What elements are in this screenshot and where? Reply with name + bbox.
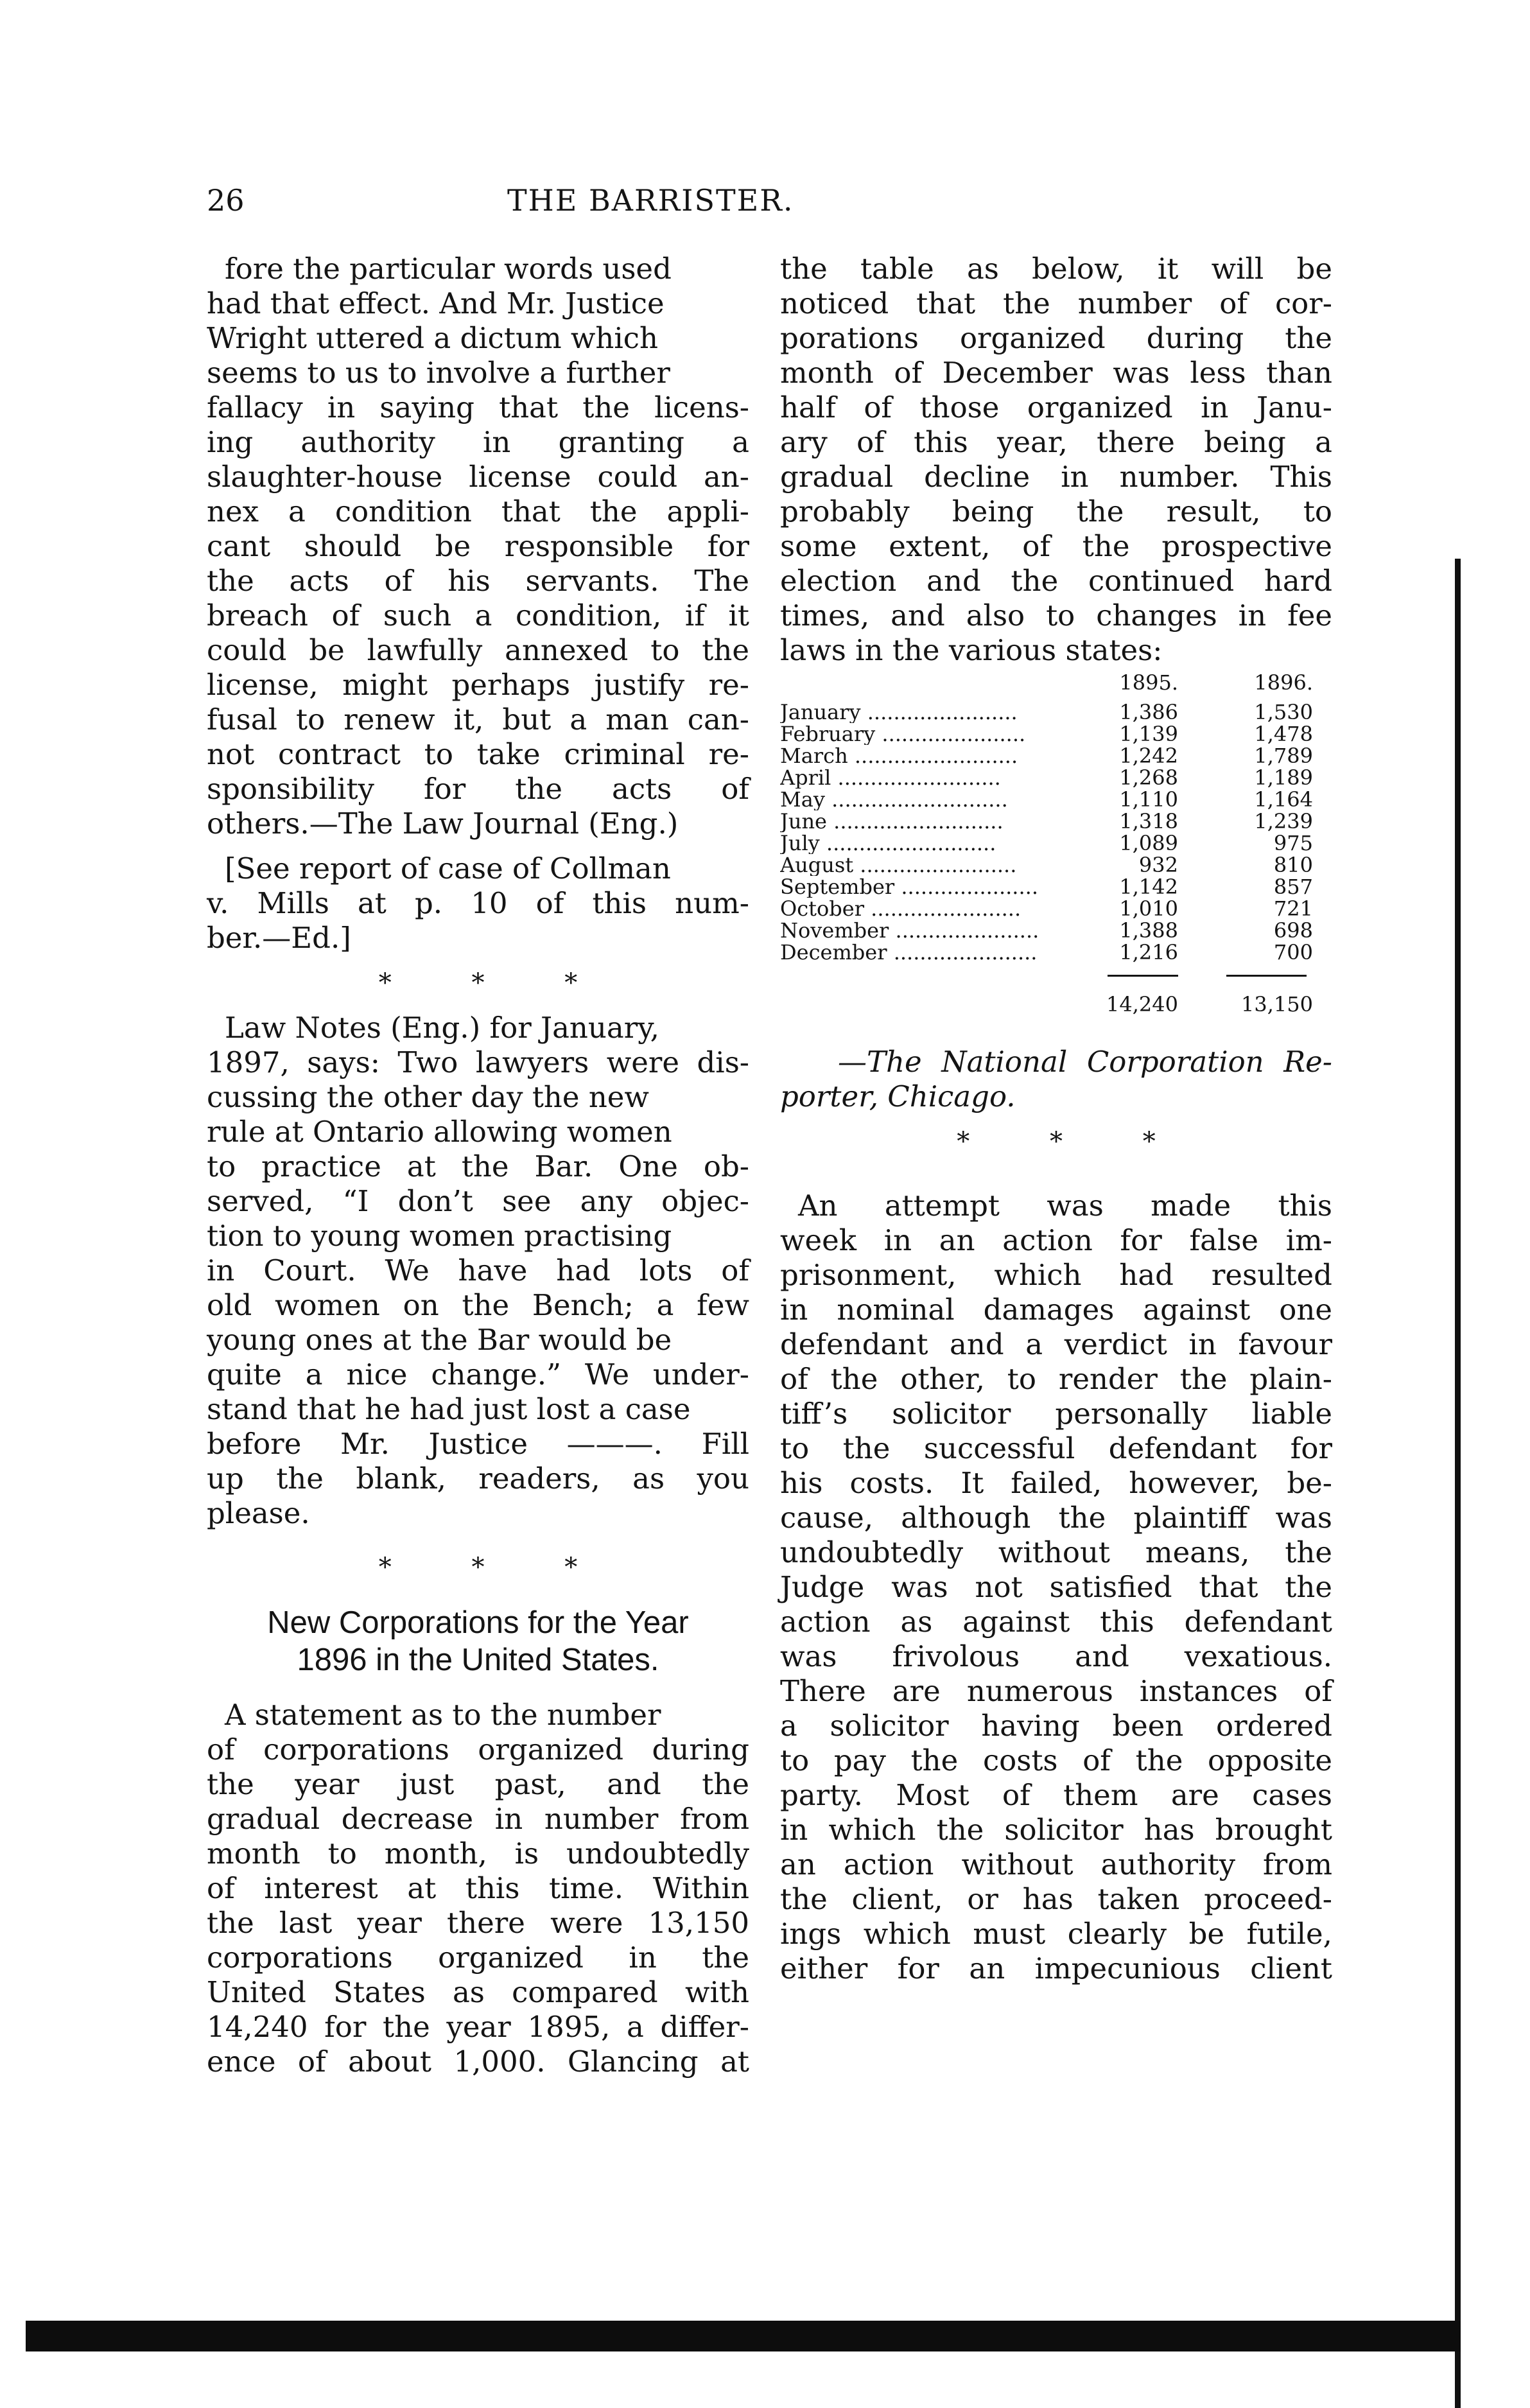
corporations-article (207, 1698, 749, 2079)
table-row (780, 832, 1313, 854)
month-cell: February ...................... (780, 723, 1026, 745)
text-line: porter, Chicago. (780, 1079, 1016, 1113)
text-line: was frivolous and vexatious. (780, 1639, 1332, 1673)
table-header-row (780, 672, 1313, 694)
text-line: prisonment, which had resulted (780, 1258, 1332, 1292)
bottom-rule (26, 2321, 1461, 2351)
text-line: could be lawfully annexed to the (207, 633, 749, 667)
heading-line: New Corporations for the Year (267, 1605, 689, 1640)
text-line: an action without authority from (780, 1847, 1332, 1881)
text-line: gradual decrease in number from (207, 1802, 749, 1836)
text-line: either for an impecunious client (780, 1951, 1332, 1985)
text-line: tion to young women practising (207, 1219, 672, 1253)
text-line: There are numerous instances of (780, 1674, 1332, 1708)
table-row (780, 701, 1313, 723)
text-line: stand that he had just lost a case (207, 1392, 691, 1426)
text-line: fusal to renew it, but a man can- (207, 702, 749, 737)
text-line: the year just past, and the (207, 1767, 749, 1801)
table-row (780, 876, 1313, 898)
text-line: 14,240 for the year 1895, a differ- (207, 2010, 749, 2044)
table-row (780, 941, 1313, 963)
month-cell: November ...................... (780, 920, 1039, 941)
text-line: —The National Corporation Re- (838, 1045, 1332, 1079)
running-head: THE BARRISTER. (507, 183, 794, 218)
value-1895-cell: 1,142 (1119, 875, 1178, 899)
text-line: up the blank, readers, as you (207, 1461, 749, 1496)
month-cell: December ...................... (780, 941, 1038, 963)
value-1895-cell: 1,139 (1119, 722, 1178, 746)
text-line: A statement as to the number (225, 1698, 661, 1732)
value-1895-cell: 1,318 (1119, 809, 1178, 833)
text-line: cussing the other day the new (207, 1080, 649, 1114)
costs-article (780, 1189, 1332, 1986)
total-rules (780, 975, 1313, 977)
text-line: Law Notes (Eng.) for January, (225, 1011, 659, 1045)
text-line: before Mr. Justice ———. Fill (207, 1427, 749, 1461)
column-header: 1895. (1119, 670, 1178, 695)
margin-rule (1455, 559, 1461, 2408)
table-row (780, 767, 1313, 789)
text-line: times, and also to changes in fee (780, 598, 1332, 633)
text-line: cant should be responsible for (207, 529, 749, 563)
corporations-article-continued (780, 252, 1332, 668)
section-heading (207, 1604, 749, 1679)
page-number: 26 (207, 183, 245, 218)
right-column (780, 252, 1332, 1986)
text-line: Wright uttered a dictum which (207, 321, 658, 355)
text-line: sponsibility for the acts of (207, 772, 749, 806)
value-1896-cell: 975 (1273, 831, 1313, 855)
table-row (780, 810, 1313, 832)
text-line: in Court. We have had lots of (207, 1253, 749, 1287)
table-body (780, 701, 1313, 963)
source-credit (780, 1045, 1332, 1114)
value-1895-cell: 932 (1138, 853, 1178, 877)
text-line: license, might perhaps justify re- (207, 668, 749, 702)
text-line: An attempt was made this (798, 1189, 1332, 1223)
month-cell: October ....................... (780, 898, 1021, 920)
month-cell: June .......................... (780, 810, 1004, 832)
value-1895-cell: 1,268 (1119, 765, 1178, 790)
text-line: Judge was not satisfied that the (780, 1570, 1332, 1604)
month-cell: May ........................... (780, 789, 1008, 810)
text-line: nex a condition that the appli- (207, 494, 749, 528)
value-1895-cell: 1,216 (1119, 940, 1178, 964)
editor-note (207, 851, 749, 955)
text-line: in which the solicitor has brought (780, 1813, 1332, 1847)
section-divider: * * * (957, 1127, 1192, 1156)
value-1896-cell: 857 (1273, 875, 1313, 899)
text-line: the table as below, it will be (780, 252, 1332, 286)
text-line: ence of about 1,000. Glancing at (207, 2045, 749, 2079)
text-line: laws in the various states: (780, 633, 1163, 667)
value-1895-cell: 1,110 (1119, 787, 1178, 812)
text-line: of interest at this time. Within (207, 1871, 749, 1905)
text-line: party. Most of them are cases (780, 1778, 1332, 1812)
month-cell: March ......................... (780, 745, 1018, 767)
table-row (780, 745, 1313, 767)
law-notes-item (207, 1011, 749, 1531)
text-line: defendant and a verdict in favour (780, 1327, 1332, 1361)
column-header: 1896. (1254, 670, 1313, 695)
value-1896-cell: 1,478 (1254, 722, 1313, 746)
text-line: seems to us to involve a further (207, 356, 670, 390)
text-line: 1897, says: Two lawyers were dis- (207, 1045, 749, 1079)
text-line: of corporations organized during (207, 1732, 749, 1767)
corporations-table (780, 672, 1313, 1015)
text-line: election and the continued hard (780, 564, 1332, 598)
text-line: month of December was less than (780, 356, 1332, 390)
text-line: ing authority in granting a (207, 425, 749, 459)
text-line: gradual decline in number. This (780, 460, 1332, 494)
text-line: the client, or has taken proceed- (780, 1882, 1332, 1916)
text-line: quite a nice change.” We under- (207, 1357, 749, 1392)
table-row (780, 723, 1313, 745)
text-line: porations organized during the (780, 321, 1332, 355)
text-line: some extent, of the prospective (780, 529, 1332, 563)
text-line: probably being the result, to (780, 494, 1332, 528)
table-row (780, 854, 1313, 876)
section-divider: * * * (378, 968, 614, 998)
month-cell: January ....................... (780, 701, 1018, 723)
text-line: to pay the costs of the opposite (780, 1743, 1332, 1777)
total-rule (1108, 975, 1178, 977)
value-1895-cell: 1,386 (1119, 700, 1178, 724)
month-cell: April ......................... (780, 767, 1001, 789)
heading-line: 1896 in the United States. (297, 1643, 659, 1677)
total-1895: 14,240 (1106, 992, 1178, 1016)
article-continuation (207, 252, 749, 841)
text-line: please. (207, 1496, 310, 1530)
text-line: old women on the Bench; a few (207, 1288, 749, 1322)
text-line: had that effect. And Mr. Justice (207, 286, 665, 320)
text-line: ber.—Ed.] (207, 921, 351, 955)
value-1896-cell: 1,189 (1254, 765, 1313, 790)
value-1896-cell: 721 (1273, 896, 1313, 921)
value-1896-cell: 1,239 (1254, 809, 1313, 833)
text-line: young ones at the Bar would be (207, 1323, 672, 1357)
text-line: [See report of case of Collman (225, 851, 671, 886)
text-line: noticed that the number of cor- (780, 286, 1332, 320)
text-line: United States as compared with (207, 1975, 749, 2009)
table-row (780, 789, 1313, 810)
text-line: v. Mills at p. 10 of this num- (207, 886, 749, 920)
total-1896: 13,150 (1241, 992, 1313, 1016)
left-column (207, 252, 749, 2079)
text-line: slaughter-house license could an- (207, 460, 749, 494)
month-cell: July .......................... (780, 832, 996, 854)
text-line: rule at Ontario allowing women (207, 1115, 672, 1149)
text-line: the acts of his servants. The (207, 564, 749, 598)
value-1896-cell: 810 (1273, 853, 1313, 877)
value-1895-cell: 1,388 (1119, 918, 1178, 943)
text-line: a solicitor having been ordered (780, 1709, 1332, 1743)
value-1895-cell: 1,242 (1119, 744, 1178, 768)
table-row (780, 898, 1313, 920)
text-line: tiff’s solicitor personally liable (780, 1397, 1332, 1431)
text-line: fore the particular words used (225, 252, 672, 286)
text-line: of the other, to render the plain- (780, 1362, 1332, 1396)
value-1896-cell: 1,164 (1254, 787, 1313, 812)
table-row (780, 920, 1313, 941)
text-line: half of those organized in Janu- (780, 390, 1332, 424)
text-line: undoubtedly without means, the (780, 1535, 1332, 1569)
text-line: others.—The Law Journal (Eng.) (207, 807, 679, 841)
text-line: breach of such a condition, if it (207, 598, 749, 633)
text-line: his costs. It failed, however, be- (780, 1466, 1332, 1500)
value-1896-cell: 1,530 (1254, 700, 1313, 724)
text-line: to the successful defendant for (780, 1431, 1332, 1465)
text-line: in nominal damages against one (780, 1293, 1332, 1327)
text-line: fallacy in saying that the licens- (207, 390, 749, 424)
totals-row (780, 993, 1313, 1015)
month-cell: August ........................ (780, 854, 1017, 876)
text-line: ings which must clearly be futile, (780, 1917, 1332, 1951)
text-line: ary of this year, there being a (780, 425, 1332, 459)
month-cell: September ..................... (780, 876, 1038, 898)
value-1896-cell: 698 (1273, 918, 1313, 943)
value-1896-cell: 1,789 (1254, 744, 1313, 768)
text-line: corporations organized in the (207, 1941, 749, 1975)
text-line: week in an action for false im- (780, 1223, 1332, 1257)
text-line: month to month, is undoubtedly (207, 1837, 749, 1871)
text-line: the last year there were 13,150 (207, 1906, 749, 1940)
value-1896-cell: 700 (1273, 940, 1313, 964)
text-line: served, “I don’t see any objec- (207, 1184, 749, 1218)
value-1895-cell: 1,010 (1119, 896, 1178, 921)
text-line: not contract to take criminal re- (207, 737, 749, 771)
value-1895-cell: 1,089 (1119, 831, 1178, 855)
text-line: action as against this defendant (780, 1605, 1332, 1639)
text-line: cause, although the plaintiff was (780, 1501, 1332, 1535)
text-line: to practice at the Bar. One ob- (207, 1149, 749, 1183)
total-rule (1226, 975, 1307, 977)
section-divider: * * * (378, 1553, 614, 1582)
